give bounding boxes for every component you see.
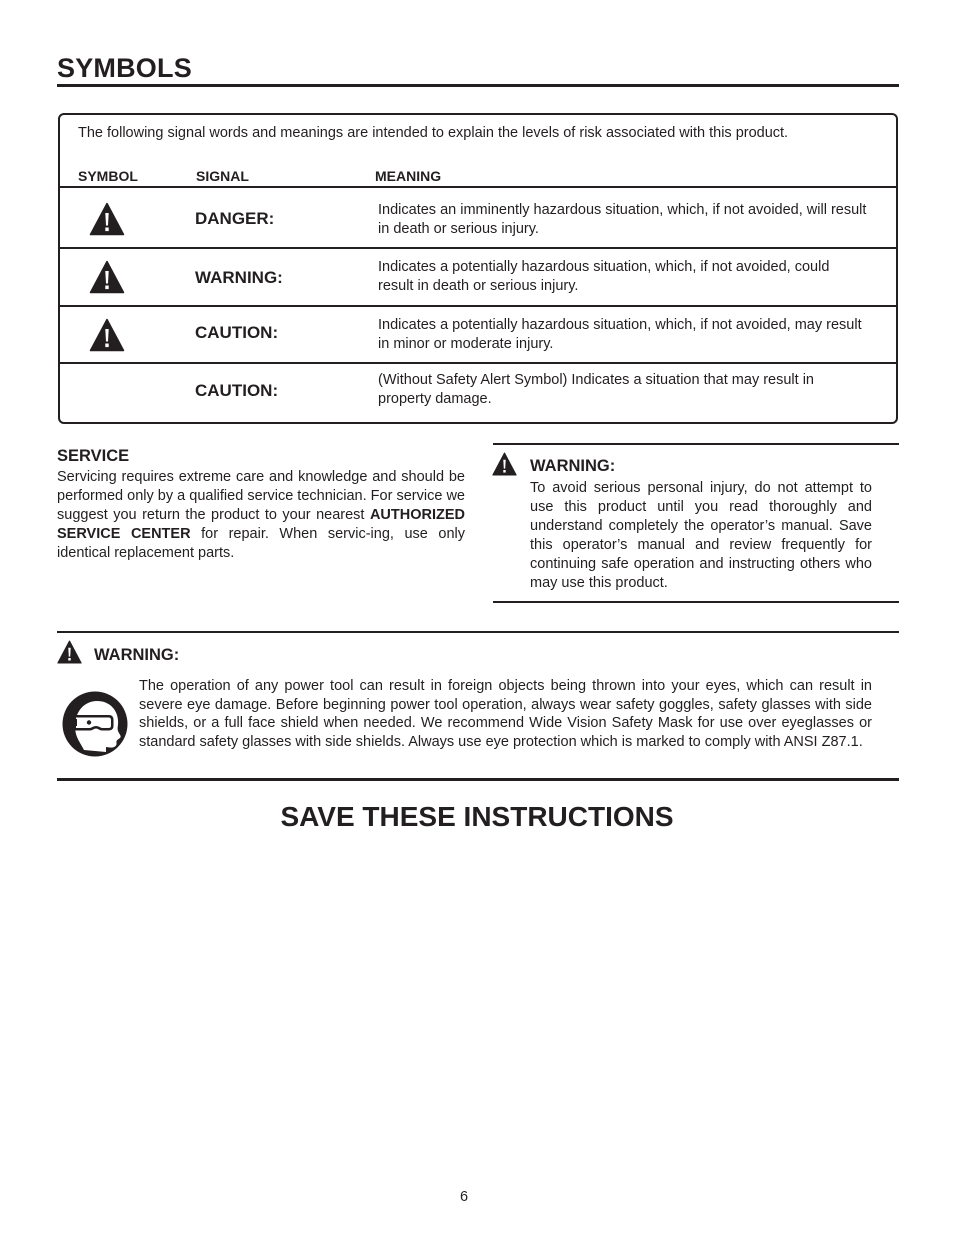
- table-row-divider: [60, 305, 896, 307]
- meaning-danger: Indicates an imminently hazardous situation, which, if not avoided, will result in death or serious injury.: [378, 202, 867, 237]
- column-header-signal: SIGNAL: [196, 168, 249, 184]
- table-row-divider: [60, 247, 896, 249]
- signal-caution-no-symbol: CAUTION:: [195, 381, 279, 400]
- title-divider: [57, 84, 899, 87]
- save-instructions-title: SAVE THESE INSTRUCTIONS: [280, 801, 674, 832]
- meaning-caution: Indicates a potentially hazardous situation, which, if not avoided, may result in minor or moderate injury.: [378, 317, 862, 352]
- eye-protection-icon: [62, 690, 128, 758]
- signal-warning: WARNING:: [195, 268, 283, 287]
- safety-alert-icon: [89, 318, 125, 352]
- meaning-caution-no-symbol: (Without Safety Alert Symbol) Indicates a situation that may result in property damage.: [378, 372, 814, 407]
- eye-warning-heading: WARNING:: [94, 646, 180, 664]
- column-header-symbol: SYMBOL: [78, 168, 138, 184]
- safety-alert-icon: [491, 452, 518, 476]
- service-text: Servicing requires extreme care and knowledge and should be performed only by a qualified service technician. For service we suggest you return the product to your nearest AUTHORIZED SERVICE CENTER for repair. When servic-ing, use only identical replacement parts.: [57, 469, 465, 561]
- warning-box-bottom-rule: [493, 601, 899, 603]
- column-header-meaning: MEANING: [375, 168, 442, 184]
- eye-warning-top-rule: [57, 631, 899, 633]
- page-title: SYMBOLS: [57, 53, 192, 83]
- signal-danger: DANGER:: [195, 209, 275, 228]
- warning-heading: WARNING:: [530, 457, 616, 475]
- service-heading: SERVICE: [57, 447, 130, 465]
- signal-caution: CAUTION:: [195, 323, 279, 342]
- eye-warning-text: The operation of any power tool can result in foreign objects being thrown into your eyes, which can result in severe eye damage. Before beginning power tool operation, always wear safety goggles, safety glasses with side shields, or a full face shield when needed. We recommend Wide Vision Safety Mask for use over eyeglasses or standard safety glasses with side shields. Always use eye protection which is marked to comply with ANSI Z87.1.: [139, 678, 872, 750]
- authorized-service-center: AUTHORIZED SERVICE CENTER: [57, 507, 465, 542]
- safety-alert-icon: [89, 202, 125, 236]
- safety-alert-icon: [56, 640, 83, 664]
- warning-manual-text: To avoid serious personal injury, do not attempt to use this product until you read thoroughly and understand completely the operator’s manual. Save this operator’s manual and review frequently for continuing safe operation and instructing others who may use this product.: [530, 480, 872, 591]
- table-row-divider: [60, 362, 896, 364]
- eye-warning-bottom-rule: [57, 778, 899, 781]
- table-row-divider: [60, 186, 896, 188]
- symbols-intro: The following signal words and meanings are intended to explain the levels of risk associated with this product.: [78, 125, 789, 141]
- safety-alert-icon: [89, 260, 125, 294]
- meaning-warning: Indicates a potentially hazardous situation, which, if not avoided, could result in death or serious injury.: [378, 259, 830, 294]
- warning-box-top-rule: [493, 443, 899, 445]
- page-number: 6: [459, 1189, 469, 1205]
